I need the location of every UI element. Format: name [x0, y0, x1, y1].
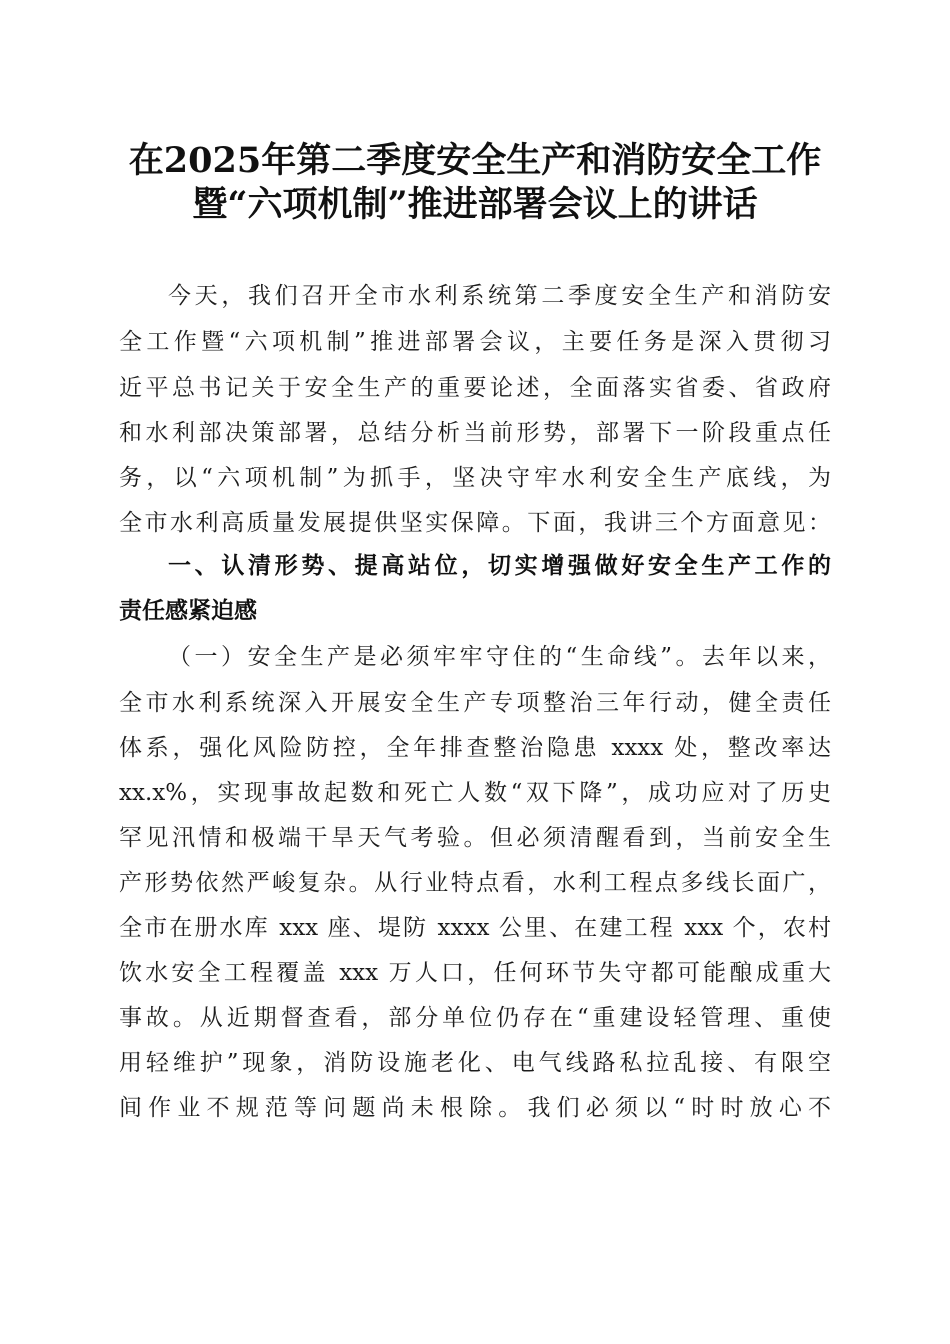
paragraph-line: 今天，我们召开全市水利系统第二季度安全生产和消防安 — [168, 283, 831, 309]
paragraph-line: 务，以“六项机制”为抓手，坚决守牢水利安全生产底线，为 — [119, 465, 831, 491]
paragraph-line: 全市水利系统深入开展安全生产专项整治三年行动，健全责任 — [119, 690, 831, 716]
document-title-line-1: 在2025年第二季度安全生产和消防安全工作 — [128, 140, 822, 181]
paragraph-line: 饮水安全工程覆盖 xxx 万人口，任何环节失守都可能酿成重大 — [119, 960, 831, 986]
paragraph-line: 用轻维护”现象，消防设施老化、电气线路私拉乱接、有限空 — [119, 1050, 831, 1076]
section-heading-line: 一、认清形势、提高站位，切实增强做好安全生产工作的 — [168, 553, 831, 579]
paragraph-line: 体系，强化风险防控，全年排查整治隐患 xxxx 处，整改率达 — [119, 735, 831, 761]
paragraph-line: 全市水利高质量发展提供坚实保障。下面，我讲三个方面意见： — [119, 510, 831, 536]
document-title-line-2: 暨“六项机制”推进部署会议上的讲话 — [192, 184, 758, 225]
paragraph-line: 罕见汛情和极端干旱天气考验。但必须清醒看到，当前安全生 — [119, 825, 831, 851]
paragraph-line: 间作业不规范等问题尚未根除。我们必须以“时时放心不 — [119, 1095, 831, 1121]
paragraph-line: 产形势依然严峻复杂。从行业特点看，水利工程点多线长面广， — [119, 870, 831, 896]
paragraph-line: （一）安全生产是必须牢牢守住的“生命线”。去年以来， — [168, 644, 831, 670]
paragraph-line: 近平总书记关于安全生产的重要论述，全面落实省委、省政府 — [119, 375, 831, 401]
section-heading-line: 责任感紧迫感 — [119, 598, 257, 624]
paragraph-line: 全市在册水库 xxx 座、堤防 xxxx 公里、在建工程 xxx 个，农村 — [119, 915, 831, 941]
paragraph-line: 全工作暨“六项机制”推进部署会议，主要任务是深入贯彻习 — [119, 329, 831, 355]
paragraph-line: 和水利部决策部署，总结分析当前形势，部署下一阶段重点任 — [119, 420, 831, 446]
paragraph-line: 事故。从近期督查看，部分单位仍存在“重建设轻管理、重使 — [119, 1005, 831, 1031]
paragraph-line: xx.x%，实现事故起数和死亡人数“双下降”，成功应对了历史 — [119, 780, 831, 806]
